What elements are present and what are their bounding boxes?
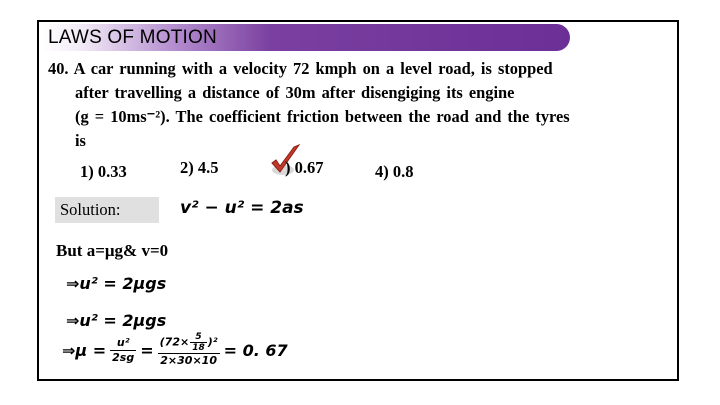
velocity-denominator: 2×30×10: [160, 354, 217, 367]
conversion-denominator: 18: [192, 343, 205, 353]
option-3: ) 0.67: [285, 158, 324, 177]
fraction-u2-over-2sg: [110, 336, 136, 365]
fraction-denominator: 2sg: [112, 350, 135, 364]
conversion-fraction: [190, 332, 207, 353]
option-1: 1) 0.33: [80, 162, 127, 181]
conversion-numerator: 5: [190, 332, 207, 343]
velocity-term: (72×: [159, 335, 190, 349]
equation-motion: v² − u² = 2as: [180, 198, 304, 218]
velocity-numerator: [158, 332, 220, 354]
question-line-1: 40. A car running with a velocity 72 kmph on a level road, is stopped: [48, 59, 553, 78]
velocity-close: )²: [207, 335, 218, 349]
equals-sign: =: [140, 340, 154, 360]
option-4: 4) 0.8: [375, 162, 414, 181]
question-text: [48, 57, 673, 153]
solution-label: Solution:: [55, 197, 159, 223]
result-value: = 0. 67: [223, 340, 288, 360]
fraction-numerator: u²: [110, 336, 136, 351]
question-line-4: is: [75, 131, 86, 150]
question-line-2: after travelling a distance of 30m after disengiging its engine: [75, 83, 515, 102]
but-condition: But a=μg& v=0: [56, 241, 169, 260]
step-1: ⇒u² = 2μgs: [66, 274, 167, 293]
banner-title: LAWS OF MOTION: [48, 27, 217, 48]
final-lhs: ⇒μ =: [62, 340, 107, 360]
question-line-3: (g = 10ms⁻²). The coefficient friction between the road and the tyres: [75, 107, 570, 126]
step-2: ⇒u² = 2μgs: [66, 311, 167, 330]
option-2: 2) 4.5: [180, 158, 219, 177]
fraction-velocity: [158, 332, 220, 368]
final-equation: [62, 328, 288, 372]
